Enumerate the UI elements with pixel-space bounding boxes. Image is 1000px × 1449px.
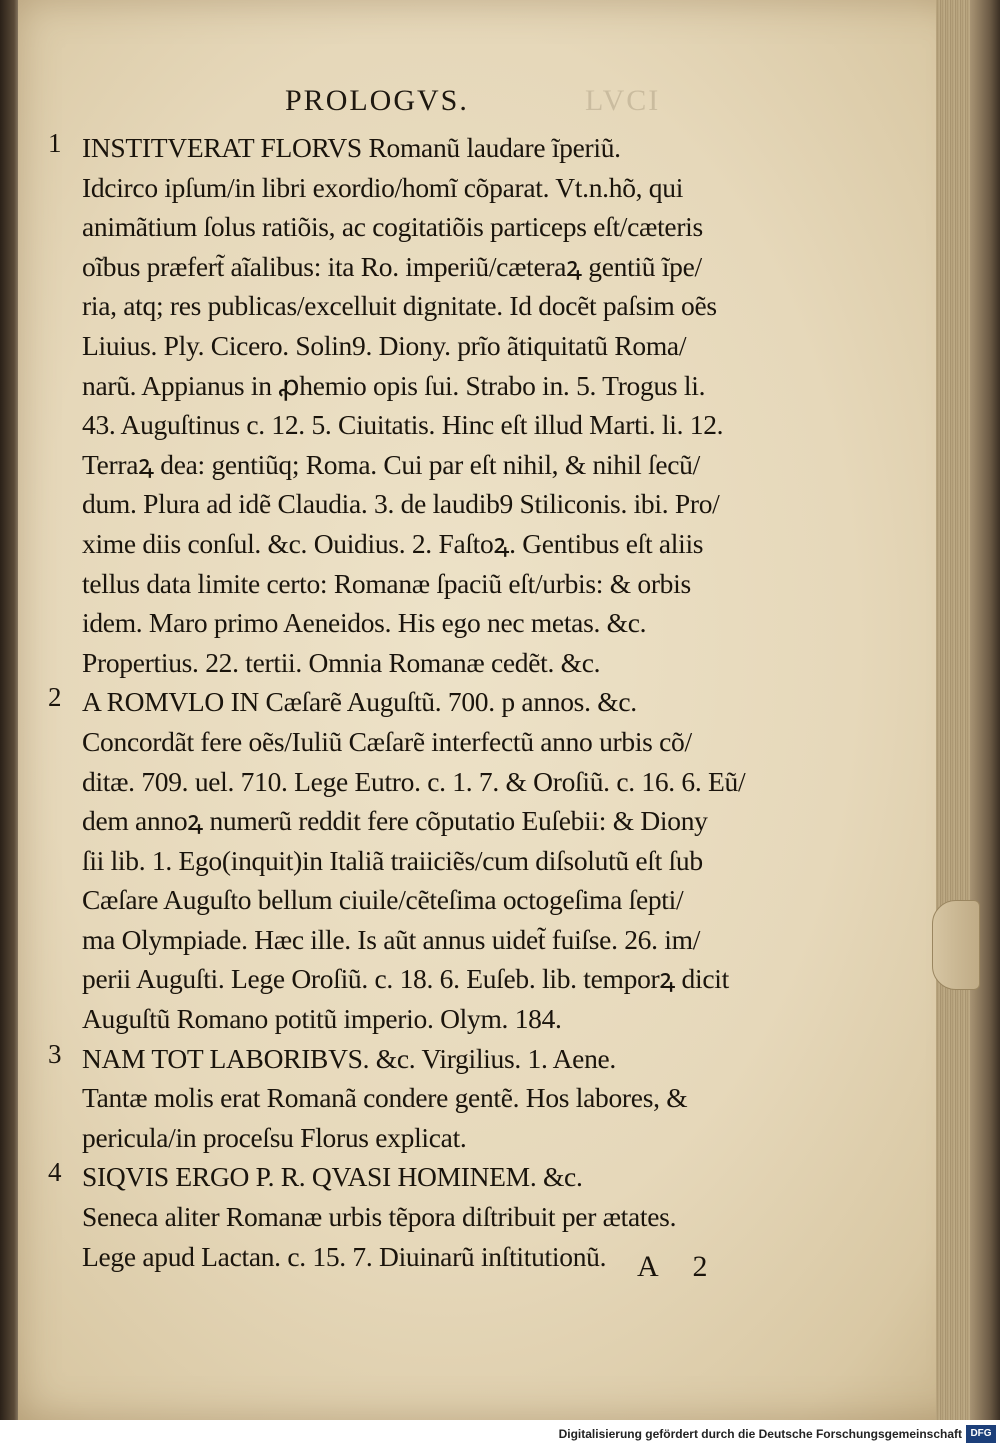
funding-credit: Digitalisierung gefördert durch die Deutsche Forschungsgemeinschaft xyxy=(558,1427,962,1441)
text-line: oĩbus præfert̃ aĩalibus: ita Ro. imperiũ/cæteraꝝ gentiũ ĩpe/ xyxy=(82,250,702,282)
note-marker-4: 4 xyxy=(48,1157,62,1187)
text-line: NAM TOT LABORIBVS. &c. Virgilius. 1. Aene. xyxy=(82,1042,617,1074)
page-tab-marker xyxy=(932,900,980,990)
text-line: Idcirco ipſum/in libri exordio/homĩ cõparat. Vt.n.hõ, qui xyxy=(82,171,684,203)
text-line: xime diis conſul. &c. Ouidius. 2. Faſtoꝝ. Gentibus eſt aliis xyxy=(82,527,704,559)
text-line: Seneca aliter Romanæ urbis tẽpora diſtribuit per ætates. xyxy=(82,1201,677,1233)
signature-mark: A 2 xyxy=(637,1250,722,1283)
text-line: INSTITVERAT FLORVS Romanũ laudare ĩperiũ. xyxy=(82,132,621,163)
footer-bar xyxy=(0,1420,1000,1449)
text-line: animãtium ſolus ratiõis, ac cogitatiõis particeps eſt/cæteris xyxy=(82,211,703,243)
text-line: dum. Plura ad idẽ Claudia. 3. de laudib9 Stiliconis. ibi. Pro/ xyxy=(82,488,720,520)
text-line: tellus data limite certo: Romanæ ſpaciũ eſt/urbis: & orbis xyxy=(82,567,691,599)
commentary-text xyxy=(82,128,802,1276)
text-line: ria, atq; res publicas/excelluit dignitate. Id docẽt paſsim oẽs xyxy=(82,290,717,322)
text-line: pericula/in proceſsu Florus explicat. xyxy=(82,1121,467,1153)
text-line: Terraꝝ dea: gentiũq; Roma. Cui par eſt nihil, & nihil ſecũ/ xyxy=(82,448,700,480)
text-line: Auguſtũ Romano potitũ imperio. Olym. 184. xyxy=(82,1003,562,1035)
text-line: Concordãt fere oẽs/Iuliũ Cæſarẽ interfectũ anno urbis cõ/ xyxy=(82,725,692,757)
text-line: Tantæ molis erat Romanã condere gentẽ. Hos labores, & xyxy=(82,1082,688,1114)
note-marker-3: 3 xyxy=(48,1039,62,1069)
text-line: perii Auguſti. Lege Oroſiũ. c. 18. 6. Euſeb. lib. temporꝝ dicit xyxy=(82,963,729,995)
text-line: ſii lib. 1. Ego(inquit)in Italiã traiiciẽs/cum diſsolutũ eſt ſub xyxy=(82,844,703,876)
text-line: dem annoꝝ numerũ reddit fere cõputatio Euſebii: & Diony xyxy=(82,805,708,837)
text-line: ma Olympiade. Hæc ille. Is aũt annus uidet̃ fuiſse. 26. im/ xyxy=(82,923,701,955)
text-line: ditæ. 709. uel. 710. Lege Eutro. c. 1. 7. & Oroſiũ. c. 16. 6. Eũ/ xyxy=(82,765,746,797)
text-line: narũ. Appianus in ꝓhemio opis ſui. Strabo in. 5. Trogus li. xyxy=(82,369,706,401)
text-line: SIQVIS ERGO P. R. QVASI HOMINEM. &c. xyxy=(82,1161,583,1193)
text-line: Lege apud Lactan. c. 15. 7. Diuinarũ inſtitutionũ. xyxy=(82,1240,607,1272)
dfg-logo: DFG xyxy=(966,1425,996,1443)
note-marker-2: 2 xyxy=(48,682,62,712)
text-line: A ROMVLO IN Cæſarẽ Auguſtũ. 700. p annos. &c. xyxy=(82,686,637,718)
text-line: Propertius. 22. tertii. Omnia Romanæ cedẽt. &c. xyxy=(82,646,601,678)
text-line: Liuius. Ply. Cicero. Solin9. Diony. prĩo ãtiquitatũ Roma/ xyxy=(82,329,687,361)
note-marker-1: 1 xyxy=(48,128,62,158)
bleed-through-header: LVCI xyxy=(585,84,661,117)
text-line: idem. Maro primo Aeneidos. His ego nec metas. &c. xyxy=(82,607,647,639)
running-header: PROLOGVS. xyxy=(285,84,469,117)
text-line: Cæſare Auguſto bellum ciuile/cẽteſima octogeſima ſepti/ xyxy=(82,884,684,916)
page-edge xyxy=(936,0,970,1420)
text-line: 43. Auguſtinus c. 12. 5. Ciuitatis. Hinc eſt illud Marti. li. 12. xyxy=(82,409,724,441)
